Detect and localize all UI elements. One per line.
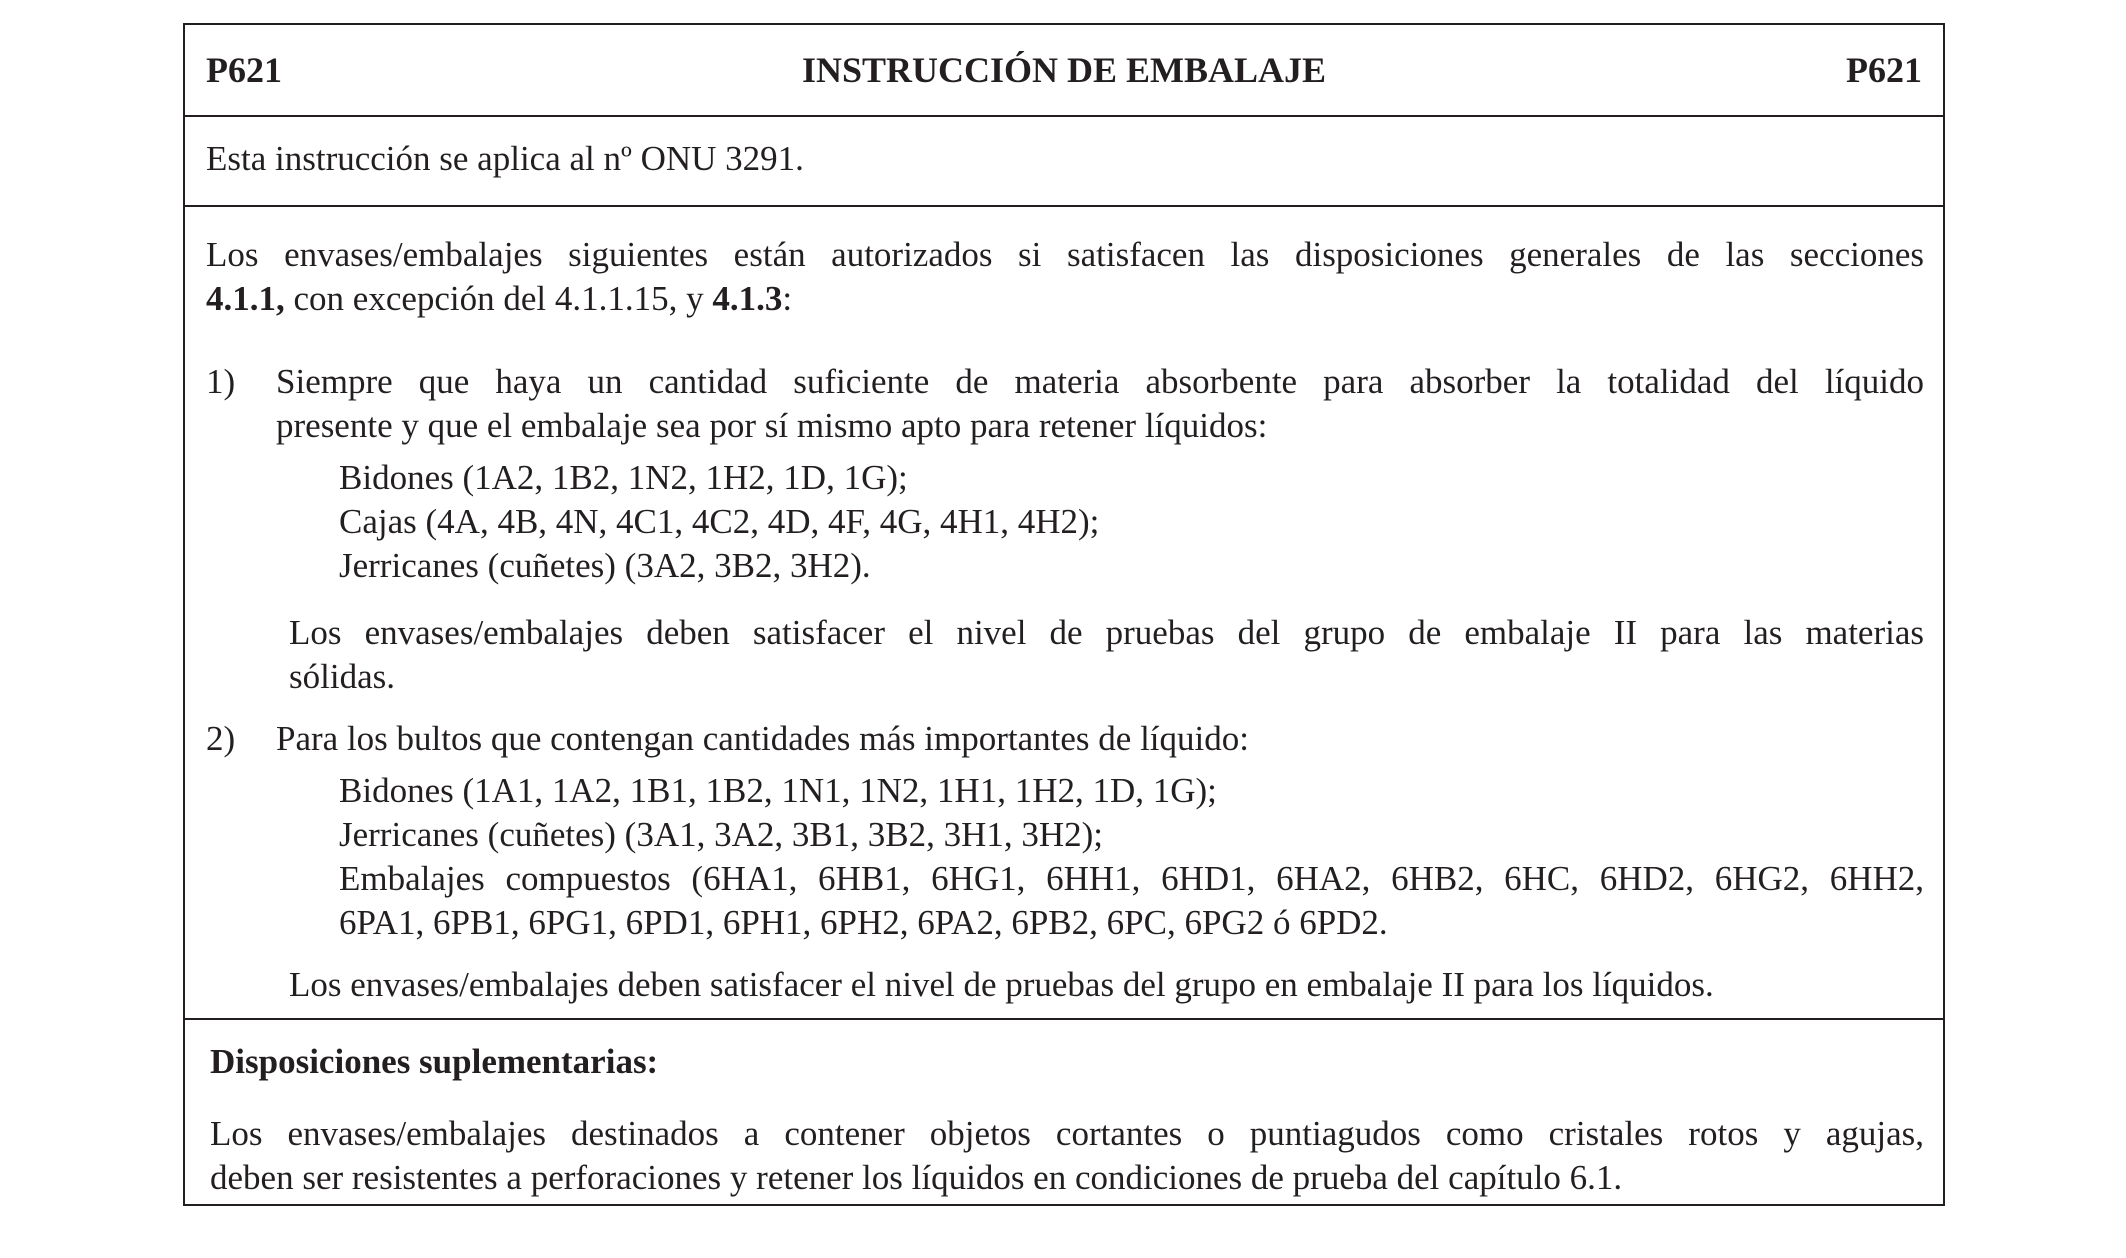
item-1-number: 1)	[206, 362, 236, 401]
supplementary-heading: Disposiciones suplementarias:	[210, 1042, 659, 1081]
instruction-code-left: P621	[206, 50, 282, 90]
header-row	[185, 25, 1943, 115]
item-1-packaging-boxes: Cajas (4A, 4B, 4N, 4C1, 4C2, 4D, 4F, 4G, 4H1, 4H2);	[339, 502, 1100, 541]
item-1-packaging-drums: Bidones (1A2, 1B2, 1N2, 1H2, 1D, 1G);	[339, 458, 908, 497]
item-1-packaging-jerricans: Jerricanes (cuñetes) (3A2, 3B2, 3H2).	[339, 546, 871, 585]
item-2-packaging-jerricans: Jerricanes (cuñetes) (3A1, 3A2, 3B1, 3B2, 3H1, 3H2);	[339, 815, 1104, 854]
item-1-note-line1: Los envases/embalajes deben satisfacer el nivel de pruebas del grupo de embalaje II para las materias	[289, 613, 1924, 652]
supplementary-line1: Los envases/embalajes destinados a contener objetos cortantes o puntiagudos como cristales rotos y agujas,	[210, 1114, 1924, 1153]
general-provisions-line1: Los envases/embalajes siguientes están autorizados si satisfacen las disposiciones generales de las secciones	[206, 235, 1924, 274]
item-2-line1: Para los bultos que contengan cantidades más importantes de líquido:	[276, 719, 1249, 758]
item-2-packaging-drums: Bidones (1A1, 1A2, 1B1, 1B2, 1N1, 1N2, 1H1, 1H2, 1D, 1G);	[339, 771, 1217, 810]
item-1-line1: Siempre que haya un cantidad suficiente de materia absorbente para absorber la totalidad del líquido	[276, 362, 1924, 401]
instruction-title: INSTRUCCIÓN DE EMBALAJE	[801, 50, 1327, 90]
packing-instruction-table	[183, 23, 1945, 1206]
item-1-note-line2: sólidas.	[289, 657, 395, 696]
item-1-line2: presente y que el embalaje sea por sí mismo apto para retener líquidos:	[276, 406, 1268, 445]
supplementary-line2: deben ser resistentes a perforaciones y retener los líquidos en condiciones de prueba del capítulo 6.1.	[210, 1158, 1623, 1197]
item-2-note: Los envases/embalajes deben satisfacer el nivel de pruebas del grupo en embalaje II para los líquidos.	[289, 965, 1714, 1004]
item-2-packaging-composite-line2: 6PA1, 6PB1, 6PG1, 6PD1, 6PH1, 6PH2, 6PA2, 6PB2, 6PC, 6PG2 ó 6PD2.	[339, 903, 1388, 942]
item-2-packaging-composite-line1: Embalajes compuestos (6HA1, 6HB1, 6HG1, 6HH1, 6HD1, 6HA2, 6HB2, 6HC, 6HD2, 6HG2, 6HH2,	[339, 859, 1924, 898]
section-ref-4-1-3: 4.1.3	[712, 279, 783, 318]
instruction-code-right: P621	[1846, 50, 1922, 90]
supplementary-provisions-row	[185, 1018, 1943, 1206]
section-ref-4-1-1: 4.1.1,	[206, 279, 285, 318]
scope-text: Esta instrucción se aplica al nº ONU 3291.	[206, 139, 804, 178]
colon: :	[782, 279, 793, 318]
scope-row	[185, 115, 1943, 205]
general-provisions-line2	[206, 277, 792, 321]
item-2-number: 2)	[206, 719, 236, 758]
exception-text: con excepción del 4.1.1.15, y	[284, 279, 713, 318]
authorized-packagings-row	[185, 205, 1943, 1018]
